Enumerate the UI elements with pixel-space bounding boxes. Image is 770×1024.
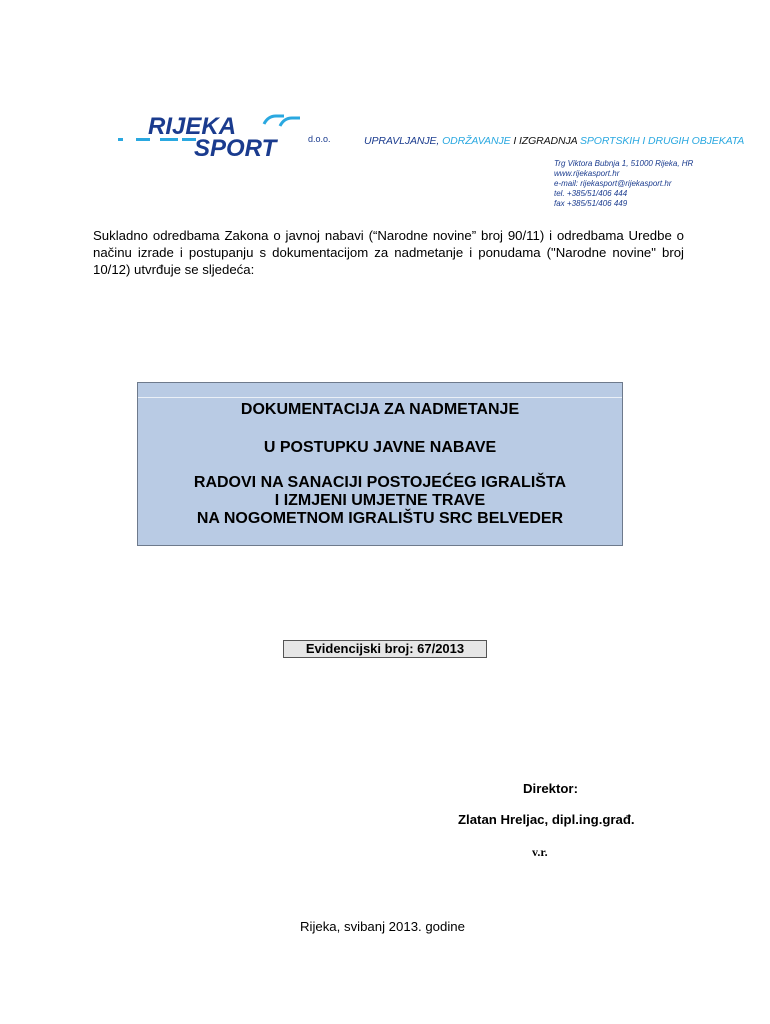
logo-suffix: d.o.o. <box>308 134 331 144</box>
title-subject-line3: NA NOGOMETNOM IGRALIŠTU SRC BELVEDER <box>196 510 564 527</box>
tagline-part4: SPORTSKIH I DRUGIH OBJEKATA <box>580 135 745 147</box>
contact-website: www.rijekasport.hr <box>554 169 620 178</box>
title-line2: U POSTUPKU JAVNE NABAVE <box>263 439 497 456</box>
contact-email: e-mail: rijekasport@rijekasport.hr <box>554 179 672 188</box>
contact-address: Trg Viktora Bubnja 1, 51000 Rijeka, HR <box>554 159 694 168</box>
document-title-box <box>137 382 623 546</box>
tagline-part3: I IZGRADNJA <box>513 135 580 147</box>
company-tagline <box>364 135 744 147</box>
title-line1: DOKUMENTACIJA ZA NADMETANJE <box>240 401 520 418</box>
contact-phone: tel. +385/51/406 444 <box>554 189 628 198</box>
logo-line1: RIJEKA <box>148 113 237 140</box>
logo-line2: SPORT <box>194 135 277 162</box>
signature-name: Zlatan Hreljac, dipl.ing.građ. <box>458 812 635 827</box>
intro-paragraph: Sukladno odredbama Zakona o javnoj nabavi (“Narodne novine” broj 90/11) i odredbama Uredbe o načinu izrade i postupanju s dokumentacijom za nadmetanje i ponudama ("Narodne novine" broj 10/12) utvrđuje se sljedeća: <box>93 228 684 277</box>
signature-vr: v.r. <box>532 845 548 859</box>
title-subject-line1: RADOVI NA SANACIJI POSTOJEĆEG IGRALIŠTA <box>193 474 567 491</box>
place-date: Rijeka, svibanj 2013. godine <box>300 919 465 934</box>
signature-role: Direktor: <box>523 781 578 796</box>
evidence-number-box: Evidencijski broj: 67/2013 <box>283 640 487 658</box>
title-subject <box>138 474 622 528</box>
rijeka-sport-logo <box>118 112 348 162</box>
contact-fax: fax +385/51/406 449 <box>554 199 628 208</box>
tagline-part1: UPRAVLJANJE, <box>364 135 443 147</box>
tagline-part2: ODRŽAVANJE <box>442 135 514 147</box>
title-subject-line2: I IZMJENI UMJETNE TRAVE <box>274 492 486 509</box>
contact-info <box>554 159 693 209</box>
